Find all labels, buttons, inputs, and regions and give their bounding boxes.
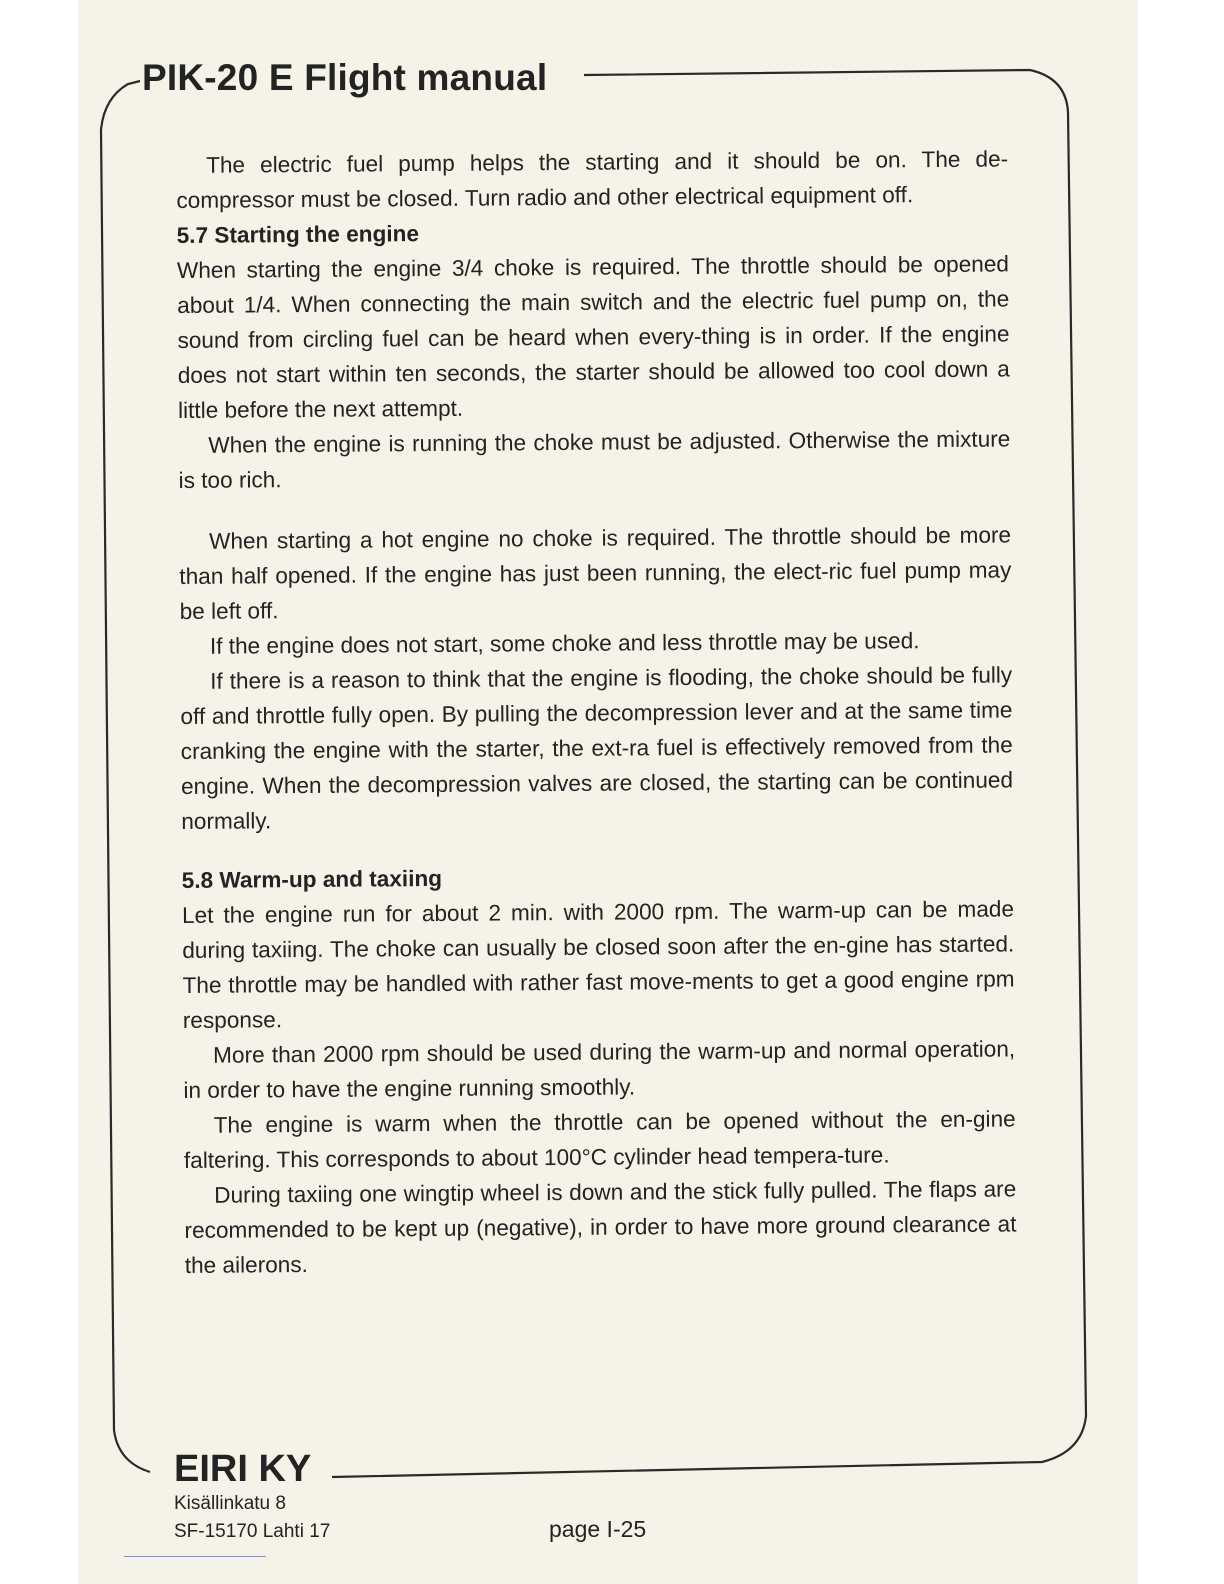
paragraph-rpm: More than 2000 rpm should be used during the warm-up and normal operation, in order to have the engine running smoothly. — [183, 1036, 1016, 1103]
paragraph-starting-engine: When starting the engine 3/4 choke is required. The throttle should be opened about 1/4. When connecting the main switch and the electric fuel pump on, the sound from circling fuel can be heard when every-thing is in order. If the engine does not start within ten seconds, the starter should be allowed too cool down a little before the next attempt. — [176, 251, 1010, 423]
underline-mark — [124, 1556, 266, 1557]
paragraph-flooding: If there is a reason to think that the engine is flooding, the choke should be fully off and throttle fully open. By pulling the decompression lever and at the same time cranking the engine with the starter, the ext-ra fuel is effectively removed from the engine. When the decompression valves are closed, the starting can be continued normally. — [180, 662, 1014, 834]
section-heading-starting-engine: 5.7 Starting the engine — [176, 221, 420, 248]
manual-body — [176, 141, 1017, 1282]
company-name: EIRI KY — [174, 1446, 319, 1492]
section-heading-warmup-taxiing: 5.8 Warm-up and taxiing — [181, 865, 443, 893]
paragraph-taxiing: During taxiing one wingtip wheel is down and the stick fully pulled. The flaps are recommended to be kept up (negative), in order to have more ground clearance at the ailerons. — [184, 1176, 1017, 1278]
manual-title: PIK-20 E Flight manual — [140, 55, 555, 101]
address-street: Kisällinkatu 8 — [174, 1493, 286, 1514]
paragraph-choke-adjust: When the engine is running the choke must be adjusted. Otherwise the mixture is too rich. — [178, 426, 1011, 493]
paragraph-warmup: Let the engine run for about 2 min. with 2000 rpm. The warm-up can be made during taxiing. The choke can usually be closed soon after the en-gine has started. The throttle may be handled with rather fast move-ments to get a good engine rpm response. — [181, 896, 1015, 1033]
page-number: page I-25 — [549, 1516, 647, 1542]
address-city: SF-15170 Lahti 17 — [174, 1521, 331, 1542]
paragraph-fuel-pump: The electric fuel pump helps the starting and it should be on. The de-compressor must be closed. Turn radio and other electrical equipment off. — [176, 146, 1009, 213]
paragraph-hot-engine: When starting a hot engine no choke is required. The throttle should be more than half opened. If the engine has just been running, the elect-ric fuel pump may be left off. — [179, 522, 1012, 624]
paragraph-not-start: If the engine does not start, some choke and less throttle may be used. — [209, 628, 920, 659]
paragraph-engine-warm: The engine is warm when the throttle can be opened without the en-gine faltering. This corresponds to about 100°C cylinder head tempera-ture. — [183, 1106, 1016, 1173]
